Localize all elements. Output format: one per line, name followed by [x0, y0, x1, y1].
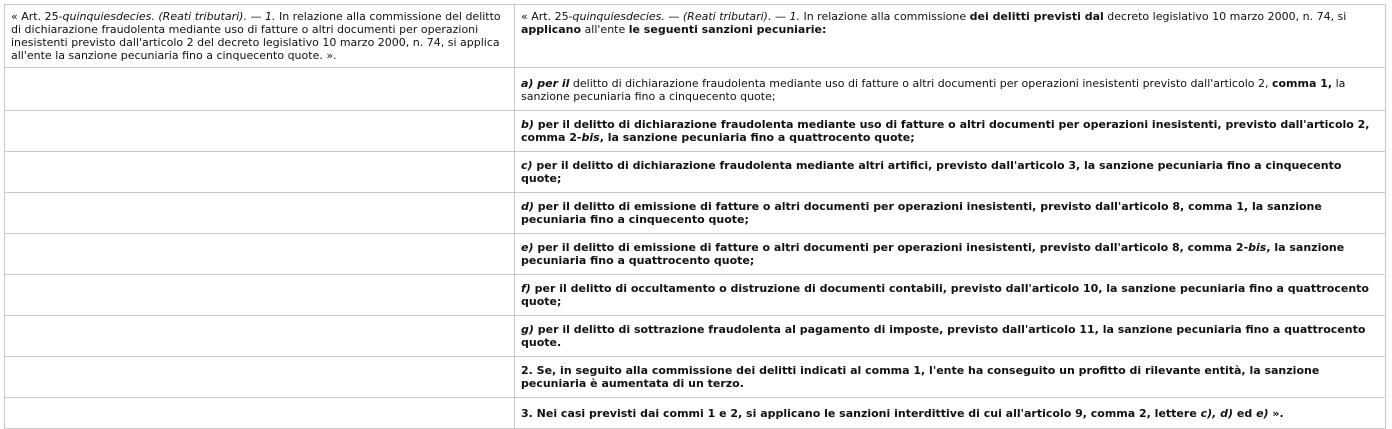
old-empty-cell: [5, 398, 515, 429]
item-c-text: per il delitto di dichiarazione fraudolenta mediante altri artifici, previsto dall'articolo 3, la sanzione pecuniaria fino a cinquecento quote;: [521, 159, 1342, 185]
item-f-text: per il delitto di occultamento o distruzione di documenti contabili, previsto dall'articolo 10, la sanzione pecuniaria fino a quattrocento quote;: [521, 282, 1369, 308]
new-item-g-cell: [515, 316, 1386, 357]
item-g-text: per il delitto di sottrazione fraudolenta al pagamento di imposte, previsto dall'articolo 11, la sanzione pecuniaria fino a quattrocento quote.: [521, 323, 1366, 349]
new-item-b-cell: [515, 111, 1386, 152]
item-a-text: la sanzione pecuniaria fino a cinquecento quote;: [521, 77, 1346, 103]
old-empty-cell: [5, 193, 515, 234]
comparison-table: [4, 4, 1386, 429]
old-open-quote: « Art. 25-: [11, 10, 63, 23]
item-a-change: comma 1,: [1271, 77, 1333, 90]
new-intro-change: dei delitti previsti dal: [969, 10, 1104, 23]
new-intro-part: « Art. 25-: [521, 10, 573, 23]
old-text-cell: [5, 5, 515, 68]
item-f-letter: f): [521, 282, 531, 295]
old-article-number: quinquiesdecies. (Reati tributari). — 1.: [62, 10, 276, 23]
item-b-text: , la sanzione pecuniaria fino a quattrocento quote;: [599, 131, 915, 144]
new-para-3-cell: [515, 398, 1386, 429]
old-empty-cell: [5, 111, 515, 152]
new-intro-part: all'ente: [581, 23, 629, 36]
item-c-letter: c): [521, 159, 533, 172]
item-a-text: delitto di dichiarazione fraudolenta mediante uso di fatture o altri documenti per operazioni inesistenti previsto dall'articolo 2,: [569, 77, 1272, 90]
old-empty-cell: [5, 275, 515, 316]
new-item-a-cell: [515, 68, 1386, 111]
item-e-text: , la sanzione pecuniaria fino a quattrocento quote;: [521, 241, 1345, 267]
item-e-letter: e): [521, 241, 534, 254]
new-intro-change: applicano: [521, 23, 582, 36]
table-row: [5, 357, 1386, 398]
item-b-bis: bis: [581, 131, 600, 144]
para-3-text: ed: [1233, 407, 1257, 420]
table-row: [5, 152, 1386, 193]
item-d-letter: d): [521, 200, 534, 213]
old-empty-cell: [5, 234, 515, 275]
new-item-e-cell: [515, 234, 1386, 275]
comparison-document: [4, 4, 1385, 429]
new-para-2-cell: [515, 357, 1386, 398]
table-row: [5, 68, 1386, 111]
table-row: [5, 193, 1386, 234]
table-row: [5, 111, 1386, 152]
old-article-body: In relazione alla commissione del delitto di dichiarazione fraudolenta mediante uso di fatture o altri documenti per operazioni inesistenti previsto dall'articolo 2 del decreto legislativo 10 marzo 2000, n. 74, si applica all'ente la sanzione pecuniaria fino a cinquecento quote. ».: [11, 10, 501, 62]
item-b-letter: b): [521, 118, 534, 131]
new-item-d-cell: [515, 193, 1386, 234]
old-empty-cell: [5, 316, 515, 357]
old-empty-cell: [5, 357, 515, 398]
new-item-f-cell: [515, 275, 1386, 316]
new-article-number: quinquiesdecies. — (Reati tributari). — 1.: [572, 10, 800, 23]
table-row: [5, 5, 1386, 68]
para-3-text: 3. Nei casi previsti dai commi 1 e 2, si applicano le sanzioni interdittive di cui all'articolo 9, comma 2, lettere: [521, 407, 1201, 420]
item-e-bis: bis: [1248, 241, 1267, 254]
new-intro-cell: [515, 5, 1386, 68]
table-row: [5, 275, 1386, 316]
new-intro-change: le seguenti sanzioni pecuniarie:: [628, 23, 827, 36]
item-b-text: per il delitto di dichiarazione fraudolenta mediante uso di fatture o altri documenti per operazioni inesistenti, previsto dall'articolo 2, comma 2-: [521, 118, 1370, 144]
new-intro-part: decreto legislativo 10 marzo 2000, n. 74, si: [1103, 10, 1347, 23]
old-empty-cell: [5, 68, 515, 111]
para-3-letters: c), d): [1200, 407, 1234, 420]
item-a-lead: a) per il: [521, 77, 570, 90]
table-row: [5, 316, 1386, 357]
item-d-text: per il delitto di emissione di fatture o altri documenti per operazioni inesistenti, previsto dall'articolo 8, comma 1, la sanzione pecuniaria fino a cinquecento quote;: [521, 200, 1322, 226]
table-row: [5, 398, 1386, 429]
new-item-c-cell: [515, 152, 1386, 193]
para-2-text: 2. Se, in seguito alla commissione dei delitti indicati al comma 1, l'ente ha conseguito un profitto di rilevante entità, la sanzione pecuniaria è aumentata di un terzo.: [521, 364, 1320, 390]
item-g-letter: g): [521, 323, 534, 336]
para-3-close-quote: ».: [1268, 407, 1284, 420]
new-intro-part: In relazione alla commissione: [799, 10, 970, 23]
table-row: [5, 234, 1386, 275]
para-3-letter-e: e): [1256, 407, 1269, 420]
item-e-text: per il delitto di emissione di fatture o altri documenti per operazioni inesistenti, previsto dall'articolo 8, comma 2-: [533, 241, 1249, 254]
old-empty-cell: [5, 152, 515, 193]
